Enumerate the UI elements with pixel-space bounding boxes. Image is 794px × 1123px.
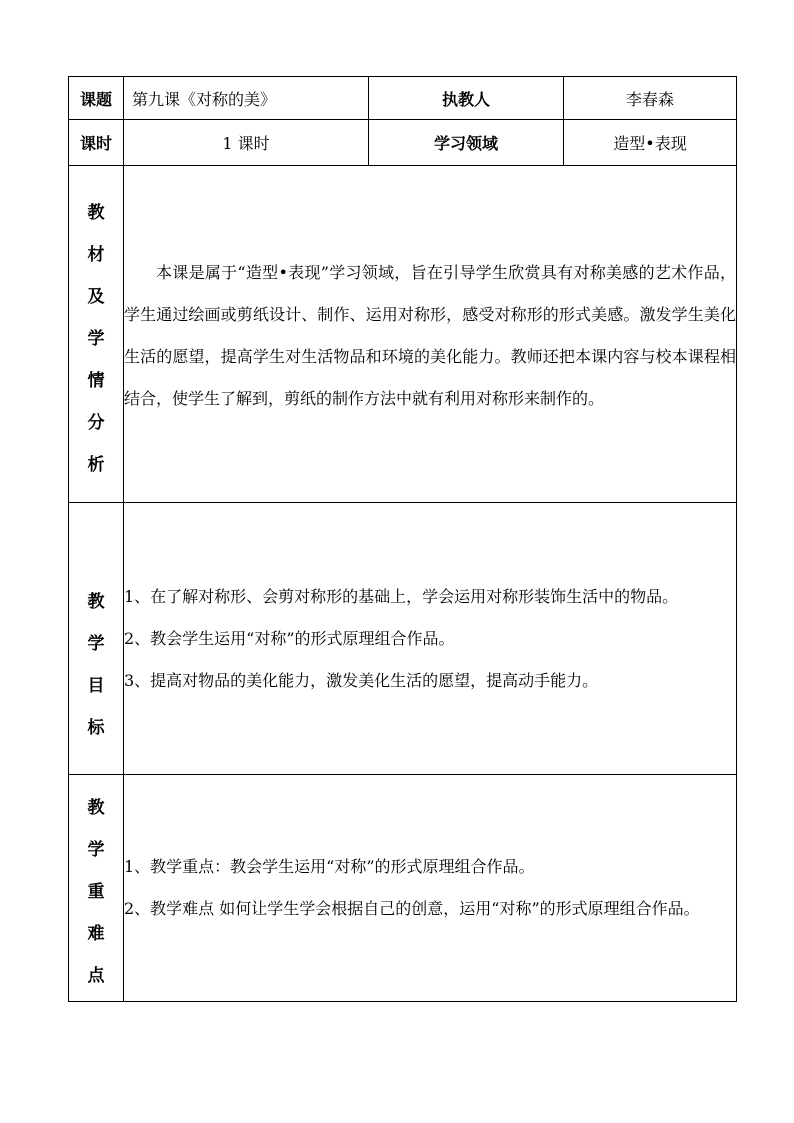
objectives-row [69, 503, 737, 775]
keypoint-item: 1、教学重点：教会学生运用“对称”的形式原理组合作品。 [124, 857, 535, 876]
lesson-plan-table [68, 76, 737, 1002]
domain-value: 造型•表现 [564, 120, 737, 166]
lesson-label: 课题 [69, 77, 124, 120]
keypoints-content [124, 775, 737, 1002]
teacher-name: 李春森 [564, 77, 737, 120]
objective-item: 2、教会学生运用“对称”的形式原理组合作品。 [124, 629, 455, 648]
header-row-1 [69, 77, 737, 120]
keypoints-label: 教 学 重 难 点 [69, 775, 124, 1002]
objectives-content [124, 503, 737, 775]
header-row-2 [69, 120, 737, 166]
analysis-label: 教 材 及 学 情 分 析 [69, 166, 124, 503]
analysis-content [124, 166, 737, 503]
hours-label: 课时 [69, 120, 124, 166]
objective-item: 1、在了解对称形、会剪对称形的基础上，学会运用对称形装饰生活中的物品。 [124, 587, 679, 606]
objective-item: 3、提高对物品的美化能力，激发美化生活的愿望，提高动手能力。 [124, 671, 599, 690]
analysis-paragraph: 本课是属于“造型•表现”学习领域，旨在引导学生欣赏具有对称美感的艺术作品，学生通过绘画或剪纸设计、制作、运用对称形，感受对称形的形式美感。激发学生美化生活的愿望，提高学生对生活物品和环境的美化能力。教师还把本课内容与校本课程相结合，使学生了解到，剪纸的制作方法中就有利用对称形来制作的。 [124, 263, 736, 408]
analysis-row [69, 166, 737, 503]
keypoint-item: 2、教学难点 如何让学生学会根据自己的创意，运用“对称”的形式原理组合作品。 [124, 899, 700, 918]
hours-value: 1 课时 [124, 120, 369, 166]
lesson-title: 第九课《对称的美》 [124, 77, 369, 120]
domain-label: 学习领域 [369, 120, 564, 166]
teacher-label: 执教人 [369, 77, 564, 120]
objectives-label: 教 学 目 标 [69, 503, 124, 775]
keypoints-row [69, 775, 737, 1002]
